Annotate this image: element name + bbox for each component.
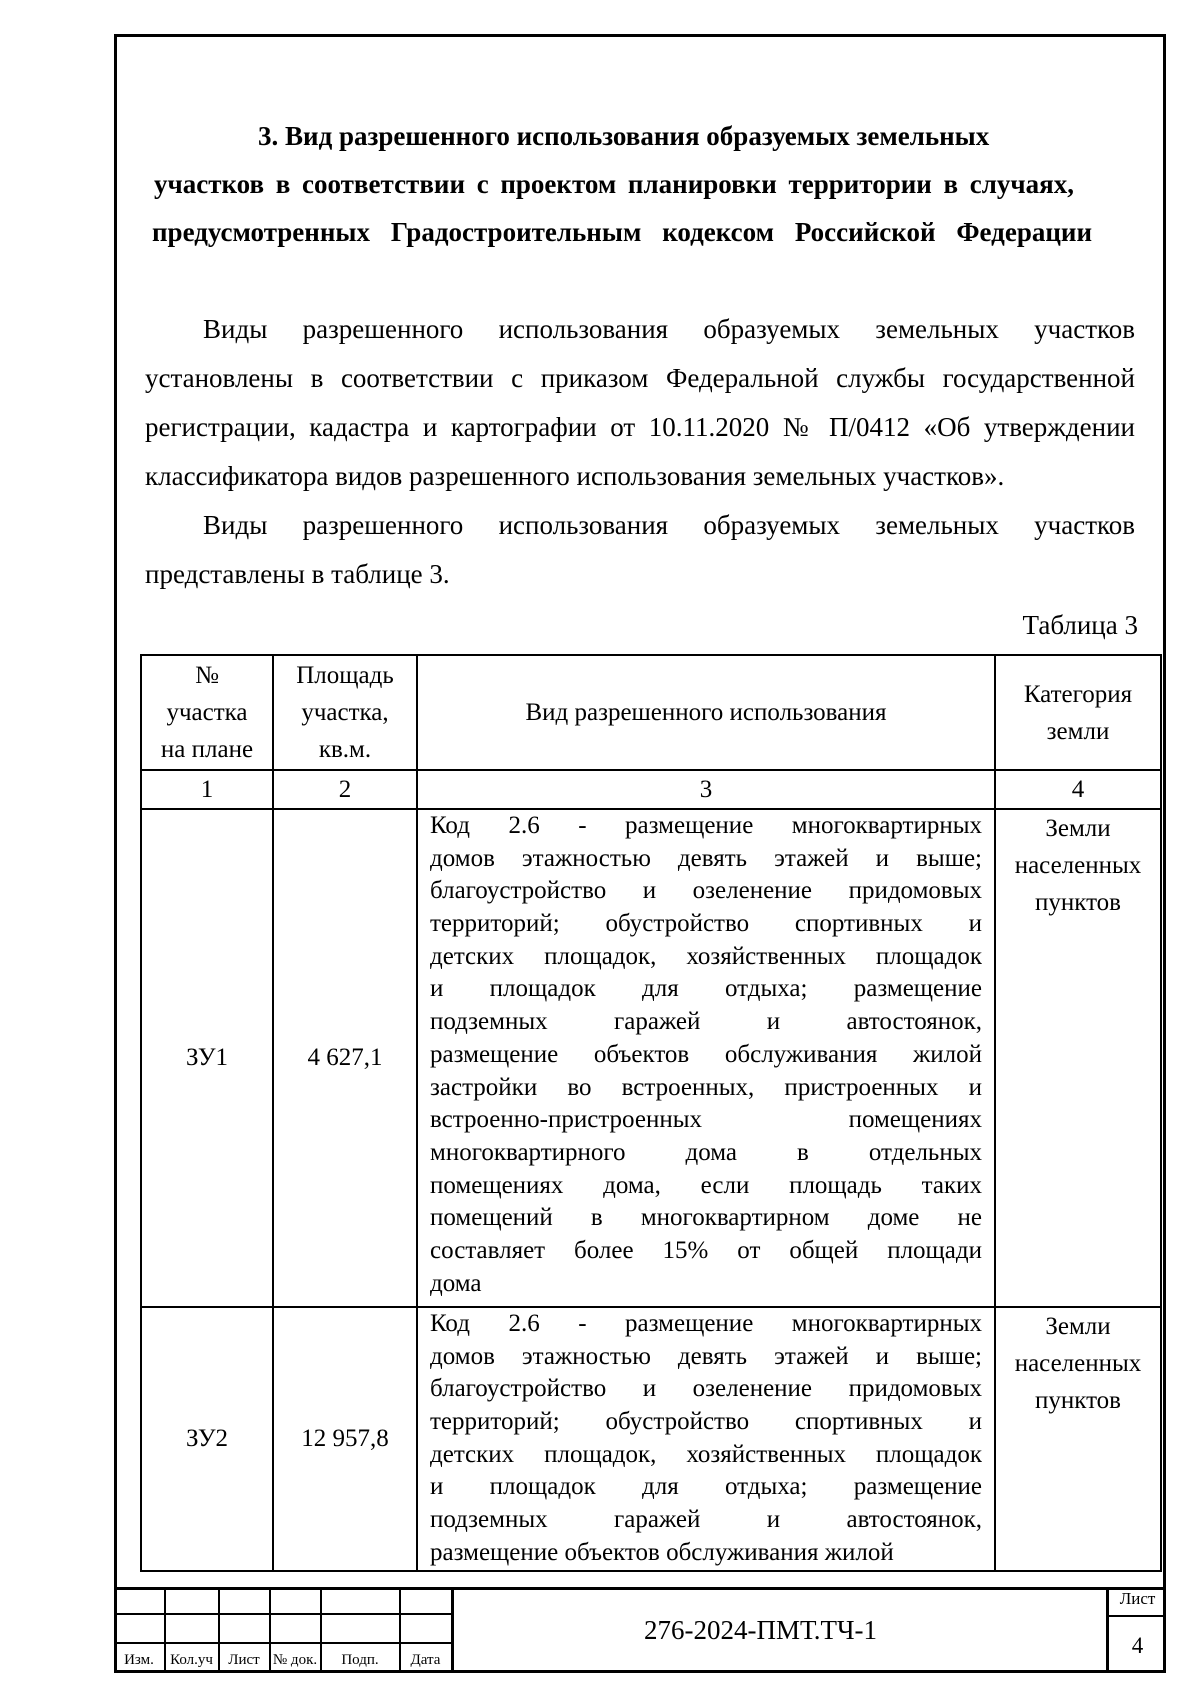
column-number: 1 (141, 770, 273, 809)
usage-line: встроенно-пристроенных помещениях (430, 1106, 982, 1134)
heading-line-1: 3. Вид разрешенного использования образуемых земельных (258, 121, 990, 151)
column-number: 3 (417, 770, 995, 809)
area-cell: 4 627,1 (273, 809, 417, 1307)
usage-line: помещениях дома, если площадь таких (430, 1171, 982, 1199)
category-line: пунктов (1035, 1387, 1121, 1414)
usage-line: составляет более 15% от общей площади (430, 1236, 982, 1264)
table-row (141, 809, 1161, 1307)
usage-line: и площадок для отдыха; размещение (430, 1473, 982, 1501)
usage-line: помещений в многоквартирном доме не (430, 1204, 982, 1232)
usage-line: Код 2.6 - размещение многоквартирных (430, 1310, 982, 1337)
usage-cell (417, 1307, 995, 1571)
usage-line: территорий; обустройство спортивных и (430, 1408, 982, 1436)
header-category: Категория земли (995, 655, 1161, 770)
column-number: 4 (995, 770, 1161, 809)
header-area: Площадь участка, кв.м. (273, 655, 417, 770)
category-cell (995, 809, 1161, 1307)
usage-line: домов этажностью девять этажей и выше; (430, 844, 982, 872)
heading-line-3: предусмотренных Градостроительным кодексом Российской Федерации (152, 217, 1092, 247)
usage-line: многоквартирного дома в отдельных (430, 1138, 982, 1166)
plots-table (140, 654, 1162, 1572)
usage-line: Код 2.6 - размещение многоквартирных (430, 812, 982, 839)
sheet-number: 4 (1131, 1633, 1144, 1658)
stamp-label-date: Дата (410, 1652, 441, 1668)
usage-line: подземных гаражей и автостоянок, (430, 1008, 982, 1036)
table-caption: Таблица 3 (1022, 610, 1138, 640)
sheet-label: Лист (1119, 1589, 1156, 1608)
paragraph-line: регистрации, кадастра и картографии от 10.11.2020 № П/0412 «Об утверждении (145, 412, 1135, 442)
stamp-label-sheet: Лист (228, 1652, 260, 1668)
category-line: Земли (1045, 815, 1111, 842)
usage-line: детских площадок, хозяйственных площадок (430, 1440, 982, 1468)
paragraph-line: представлены в таблице 3. (145, 559, 450, 589)
table-row (141, 1307, 1161, 1571)
plot-id-cell: ЗУ2 (141, 1307, 273, 1571)
stamp-label-count: Кол.уч (170, 1652, 213, 1668)
usage-line: благоустройство и озеленение придомовых (430, 877, 982, 905)
stamp-label-sign: Подп. (341, 1652, 379, 1668)
usage-line: размещение объектов обслуживания жилой (430, 1040, 982, 1068)
usage-line: размещение объектов обслуживания жилой (430, 1538, 894, 1566)
paragraph-line: Виды разрешенного использования образуемых земельных участков (203, 510, 1135, 540)
usage-line: благоустройство и озеленение придомовых (430, 1375, 982, 1403)
plot-id-cell: ЗУ1 (141, 809, 273, 1307)
paragraph-line: Виды разрешенного использования образуемых земельных участков (203, 314, 1135, 344)
column-number-row (141, 770, 1161, 809)
usage-cell (417, 809, 995, 1307)
usage-line: подземных гаражей и автостоянок, (430, 1506, 982, 1534)
column-number: 2 (273, 770, 417, 809)
category-cell (995, 1307, 1161, 1571)
header-plot-number: № участка на плане (141, 655, 273, 770)
usage-line: домов этажностью девять этажей и выше; (430, 1342, 982, 1370)
heading-line-2: участков в соответствии с проектом планировки территории в случаях, (154, 169, 1074, 199)
table-header-row (141, 655, 1161, 770)
usage-line: застройки во встроенных, пристроенных и (430, 1073, 982, 1101)
stamp-label-change: Изм. (124, 1652, 154, 1668)
usage-line: детских площадок, хозяйственных площадок (430, 942, 982, 970)
category-line: Земли (1045, 1313, 1111, 1340)
header-usage: Вид разрешенного использования (417, 655, 995, 770)
category-line: населенных (1014, 1350, 1142, 1377)
paragraph-line: установлены в соответствии с приказом Федеральной службы государственной (145, 363, 1135, 393)
document-code: 276-2024-ПМТ.ТЧ-1 (643, 1615, 878, 1645)
usage-line: территорий; обустройство спортивных и (430, 910, 982, 938)
stamp-label-doc: № док. (272, 1652, 318, 1668)
category-line: пунктов (1035, 889, 1121, 916)
usage-line: дома (430, 1269, 482, 1297)
area-cell: 12 957,8 (273, 1307, 417, 1571)
usage-line: и площадок для отдыха; размещение (430, 975, 982, 1003)
title-block (114, 1587, 1166, 1673)
paragraph-line: классификатора видов разрешенного использования земельных участков». (145, 461, 1005, 491)
category-line: населенных (1014, 852, 1142, 879)
